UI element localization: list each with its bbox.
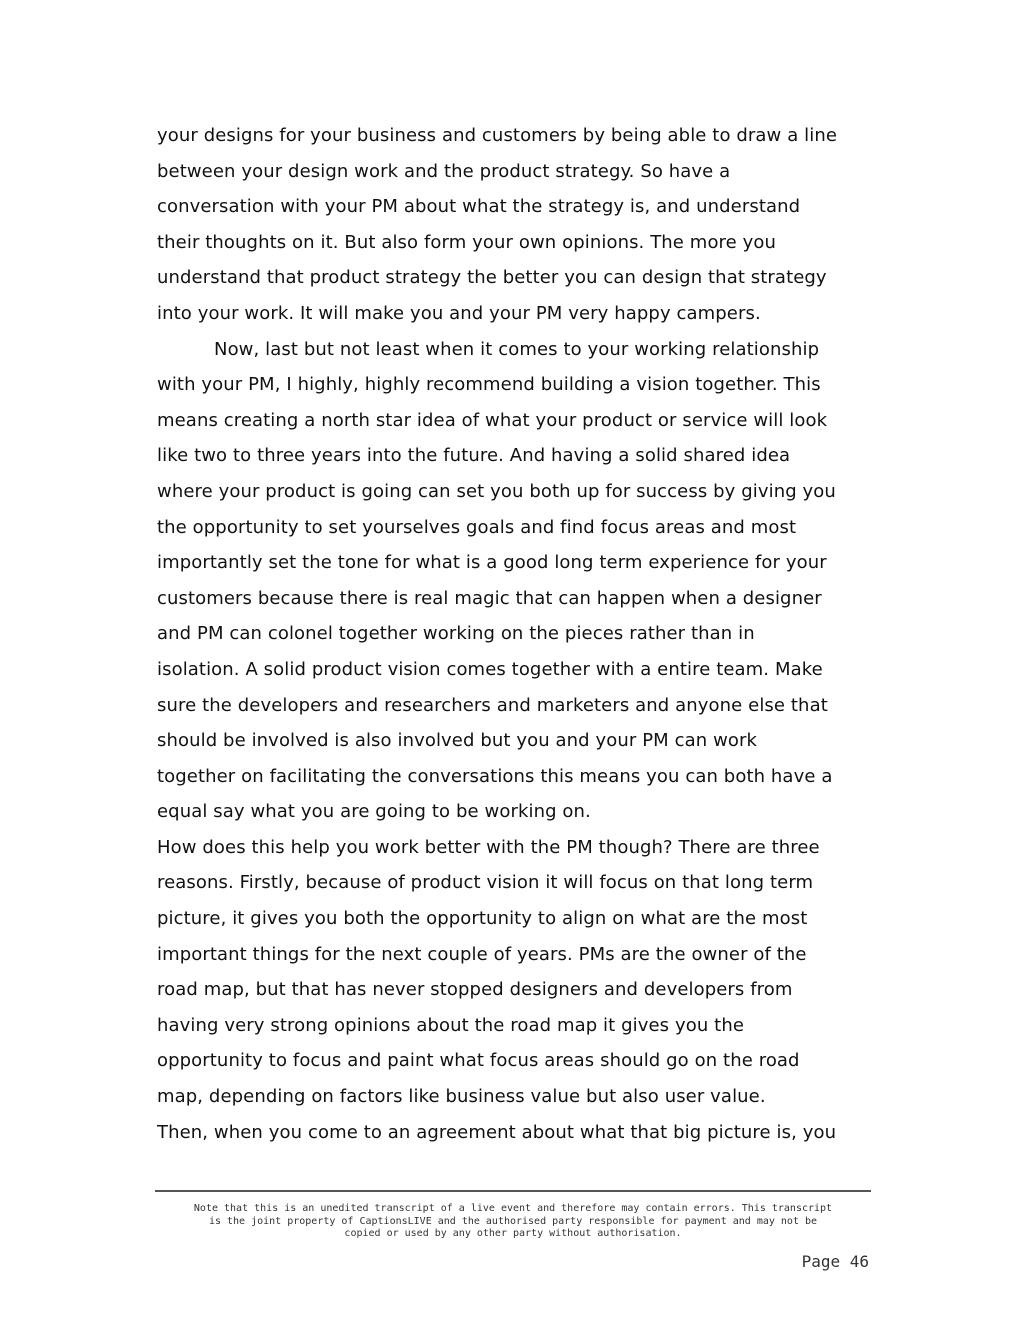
- transcript-line: having very strong opinions about the road map it gives you the: [157, 1014, 745, 1036]
- transcript-line: conversation with your PM about what the strategy is, and understand: [157, 196, 801, 218]
- transcript-line: should be involved is also involved but you and your PM can work: [157, 730, 758, 752]
- transcript-line: Then, when you come to an agreement about what that big picture is, you: [157, 1121, 837, 1143]
- transcript-line: together on facilitating the conversations this means you can both have a: [157, 765, 833, 787]
- transcript-line: understand that product strategy the better you can design that strategy: [157, 267, 827, 289]
- footer-divider: [155, 1190, 871, 1192]
- transcript-line: sure the developers and researchers and marketers and anyone else that: [157, 694, 828, 716]
- transcript-line: importantly set the tone for what is a good long term experience for your: [157, 552, 827, 574]
- transcript-line: their thoughts on it. But also form your own opinions. The more you: [157, 231, 777, 253]
- transcript-line: important things for the next couple of years. PMs are the owner of the: [157, 943, 807, 965]
- footer-disclaimer: [155, 1203, 871, 1241]
- transcript-line: the opportunity to set yourselves goals and find focus areas and most: [157, 516, 797, 538]
- transcript-line: with your PM, I highly, highly recommend building a vision together. This: [157, 374, 821, 396]
- transcript-line: your designs for your business and customers by being able to draw a line: [157, 125, 838, 146]
- transcript-line: between your design work and the product strategy. So have a: [157, 160, 731, 182]
- transcript-line: means creating a north star idea of what your product or service will look: [157, 409, 828, 431]
- transcript-line: road map, but that has never stopped designers and developers from: [157, 979, 793, 1001]
- transcript-line: customers because there is real magic that can happen when a designer: [157, 587, 822, 609]
- transcript-line: map, depending on factors like business value but also user value.: [157, 1086, 766, 1108]
- transcript-line: and PM can colonel together working on the pieces rather than in: [157, 623, 755, 645]
- transcript-line: picture, it gives you both the opportunity to align on what are the most: [157, 908, 808, 930]
- transcript-line: into your work. It will make you and your PM very happy campers.: [157, 302, 761, 324]
- transcript-line: isolation. A solid product vision comes together with a entire team. Make: [157, 658, 823, 680]
- footer-disclaimer-line: is the joint property of CaptionsLIVE and the authorised party responsible for payment and may not be: [208, 1215, 818, 1227]
- footer-disclaimer-line: Note that this is an unedited transcript of a live event and therefore may contain errors. This transcript: [193, 1203, 833, 1214]
- transcript-line: where your product is going can set you both up for success by giving you: [157, 480, 836, 502]
- transcript-line: reasons. Firstly, because of product vision it will focus on that long term: [157, 872, 814, 894]
- page-number: Page 46: [801, 1252, 869, 1271]
- transcript-line: opportunity to focus and paint what focus areas should go on the road: [157, 1050, 800, 1072]
- footer-disclaimer-line: copied or used by any other party without authorisation.: [344, 1228, 682, 1240]
- transcript-line: equal say what you are going to be working on.: [157, 801, 591, 823]
- transcript-body: [157, 118, 873, 1150]
- transcript-line: like two to three years into the future. And having a solid shared idea: [157, 445, 791, 467]
- transcript-line: How does this help you work better with the PM though? There are three: [157, 836, 820, 858]
- transcript-paragraph-start: Now, last but not least when it comes to your working relationship: [214, 338, 820, 360]
